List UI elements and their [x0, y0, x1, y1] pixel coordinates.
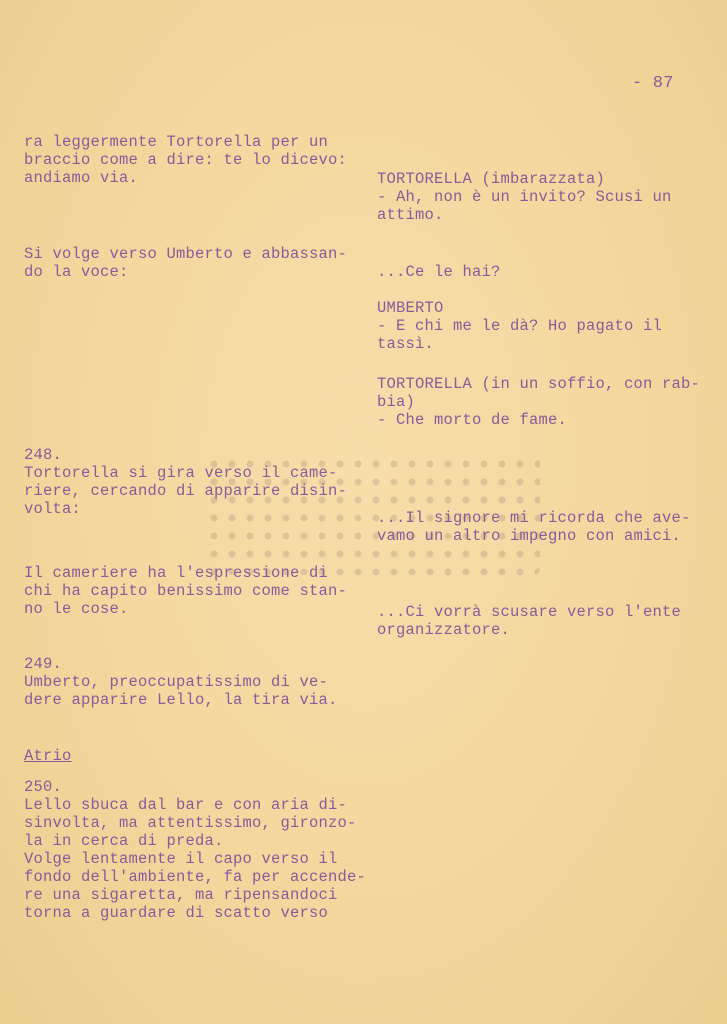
dialogue-tortorella-1: TORTORELLA (imbarazzata) - Ah, non è un invito? Scusi un attimo.	[377, 170, 672, 224]
location-heading-atrio: Atrio	[24, 747, 72, 765]
dialogue-signore: ...Il signore mi ricorda che ave- vamo un altro impegno con amici.	[377, 509, 691, 545]
dialogue-ce-le-hai: ...Ce le hai?	[377, 263, 501, 281]
scene-248: 248. Tortorella si gira verso il came- riere, cercando di apparire disin- volta:	[24, 446, 348, 518]
dialogue-tortorella-2: TORTORELLA (in un soffio, con rab- bia) - Che morto de fame.	[377, 375, 701, 429]
dialogue-scusare: ...Ci vorrà scusare verso l'ente organizzatore.	[377, 603, 682, 639]
left-paragraph-1: ra leggermente Tortorella per un braccio come a dire: te lo dicevo: andiamo via.	[24, 133, 348, 187]
dialogue-umberto: UMBERTO - E chi me le dà? Ho pagato il tassì.	[377, 299, 663, 353]
left-paragraph-2: Si volge verso Umberto e abbassan- do la voce:	[24, 245, 348, 281]
left-paragraph-cameriere: Il cameriere ha l'espressione di chi ha capito benissimo come stan- no le cose.	[24, 564, 348, 618]
page-number: - 87	[632, 74, 674, 93]
scene-249: 249. Umberto, preoccupatissimo di ve- dere apparire Lello, la tira via.	[24, 655, 338, 709]
scene-250: 250. Lello sbuca dal bar e con aria di- sinvolta, ma attentissimo, gironzo- la in cerca di preda. Volge lentamente il capo verso il fondo dell'ambiente, fa per accende- re una sigaretta, ma ripensandoci torna a guardare di scatto verso	[24, 778, 367, 922]
